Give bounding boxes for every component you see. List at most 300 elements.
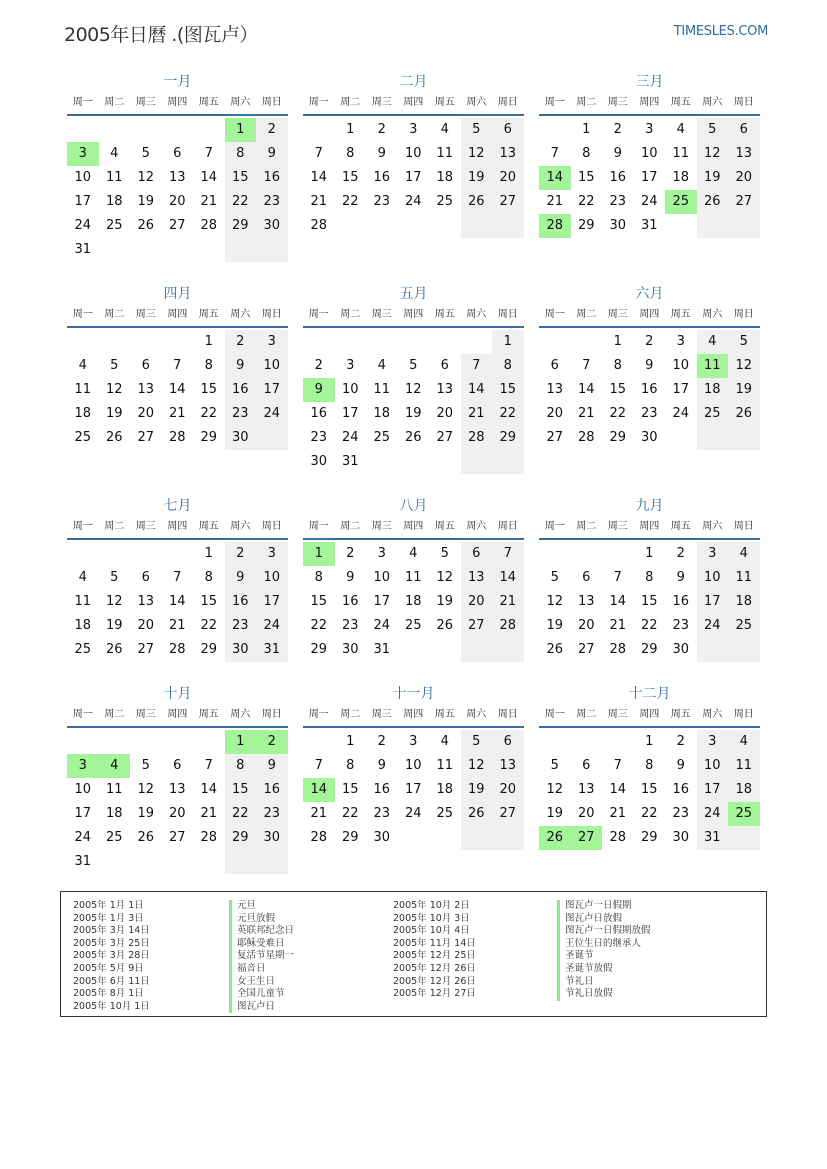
day-cell[interactable]: 24 <box>404 806 422 821</box>
day-cell[interactable]: 30 <box>225 426 257 450</box>
day-cell[interactable]: 22 <box>609 406 627 421</box>
day-cell[interactable]: 21 <box>609 806 627 821</box>
day-cell[interactable]: 2 <box>256 118 288 142</box>
day-cell[interactable]: 9 <box>256 754 288 778</box>
day-cell[interactable]: 1 <box>204 546 213 561</box>
day-cell[interactable]: 4 <box>110 146 119 161</box>
day-cell[interactable]: 16 <box>373 782 391 797</box>
day-cell[interactable]: 25 <box>74 430 92 445</box>
day-cell[interactable]: 9 <box>346 570 355 585</box>
day-cell[interactable]: 19 <box>461 166 493 190</box>
day-cell[interactable]: 18 <box>436 170 454 185</box>
day-cell[interactable]: 1 <box>492 330 524 354</box>
day-cell[interactable]: 2 <box>256 730 288 754</box>
day-cell[interactable]: 1 <box>303 542 335 566</box>
day-cell[interactable]: 23 <box>225 402 257 426</box>
day-cell[interactable]: 14 <box>168 382 186 397</box>
day-cell[interactable]: 28 <box>461 426 493 450</box>
day-cell[interactable]: 28 <box>539 214 571 238</box>
day-cell[interactable]: 1 <box>346 122 355 137</box>
day-cell[interactable]: 23 <box>225 614 257 638</box>
day-cell[interactable]: 19 <box>137 806 155 821</box>
day-cell[interactable]: 15 <box>225 166 257 190</box>
day-cell[interactable]: 11 <box>373 382 391 397</box>
day-cell[interactable]: 22 <box>310 618 328 633</box>
day-cell[interactable]: 18 <box>672 170 690 185</box>
day-cell[interactable]: 6 <box>550 358 559 373</box>
day-cell[interactable]: 31 <box>74 242 92 257</box>
day-cell[interactable]: 20 <box>168 194 186 209</box>
day-cell[interactable]: 24 <box>697 614 729 638</box>
day-cell[interactable]: 20 <box>137 618 155 633</box>
day-cell[interactable]: 10 <box>256 354 288 378</box>
day-cell[interactable]: 13 <box>168 782 186 797</box>
day-cell[interactable]: 18 <box>404 594 422 609</box>
day-cell[interactable]: 8 <box>645 758 654 773</box>
day-cell[interactable]: 19 <box>728 378 760 402</box>
day-cell[interactable]: 15 <box>341 782 359 797</box>
day-cell[interactable]: 28 <box>200 218 218 233</box>
day-cell[interactable]: 6 <box>141 358 150 373</box>
day-cell[interactable]: 4 <box>676 122 685 137</box>
day-cell[interactable]: 8 <box>492 354 524 378</box>
day-cell[interactable]: 18 <box>728 590 760 614</box>
day-cell[interactable]: 20 <box>577 618 595 633</box>
day-cell[interactable]: 5 <box>461 730 493 754</box>
day-cell[interactable]: 20 <box>546 406 564 421</box>
day-cell[interactable]: 13 <box>577 782 595 797</box>
day-cell[interactable]: 30 <box>256 826 288 850</box>
day-cell[interactable]: 5 <box>697 118 729 142</box>
day-cell[interactable]: 17 <box>256 590 288 614</box>
day-cell[interactable]: 25 <box>105 218 123 233</box>
day-cell[interactable]: 11 <box>436 146 454 161</box>
day-cell[interactable]: 12 <box>137 170 155 185</box>
day-cell[interactable]: 27 <box>137 430 155 445</box>
day-cell[interactable]: 31 <box>74 854 92 869</box>
day-cell[interactable]: 6 <box>461 542 493 566</box>
day-cell[interactable]: 4 <box>697 330 729 354</box>
day-cell[interactable]: 27 <box>436 430 454 445</box>
day-cell[interactable]: 10 <box>672 358 690 373</box>
day-cell[interactable]: 14 <box>310 170 328 185</box>
day-cell[interactable]: 8 <box>204 570 213 585</box>
day-cell[interactable]: 7 <box>613 758 622 773</box>
day-cell[interactable]: 23 <box>256 190 288 214</box>
day-cell[interactable]: 25 <box>728 802 760 826</box>
day-cell[interactable]: 24 <box>672 406 690 421</box>
day-cell[interactable]: 22 <box>225 190 257 214</box>
day-cell[interactable]: 31 <box>697 826 729 850</box>
day-cell[interactable]: 8 <box>346 146 355 161</box>
day-cell[interactable]: 22 <box>200 618 218 633</box>
day-cell[interactable]: 23 <box>373 806 391 821</box>
day-cell[interactable]: 11 <box>105 782 123 797</box>
day-cell[interactable]: 29 <box>225 826 257 850</box>
day-cell[interactable]: 26 <box>137 830 155 845</box>
day-cell[interactable]: 29 <box>492 426 524 450</box>
day-cell[interactable]: 14 <box>168 594 186 609</box>
day-cell[interactable]: 19 <box>137 194 155 209</box>
day-cell[interactable]: 28 <box>200 830 218 845</box>
day-cell[interactable]: 12 <box>697 142 729 166</box>
day-cell[interactable]: 19 <box>436 594 454 609</box>
day-cell[interactable]: 23 <box>310 430 328 445</box>
day-cell[interactable]: 1 <box>582 122 591 137</box>
day-cell[interactable]: 12 <box>105 382 123 397</box>
day-cell[interactable]: 7 <box>550 146 559 161</box>
day-cell[interactable]: 5 <box>550 758 559 773</box>
day-cell[interactable]: 6 <box>141 570 150 585</box>
day-cell[interactable]: 5 <box>141 758 150 773</box>
day-cell[interactable]: 29 <box>640 830 658 845</box>
day-cell[interactable]: 2 <box>225 542 257 566</box>
day-cell[interactable]: 10 <box>373 570 391 585</box>
day-cell[interactable]: 1 <box>225 118 257 142</box>
day-cell[interactable]: 7 <box>173 358 182 373</box>
day-cell[interactable]: 5 <box>409 358 418 373</box>
day-cell[interactable]: 21 <box>168 406 186 421</box>
day-cell[interactable]: 23 <box>341 618 359 633</box>
day-cell[interactable]: 4 <box>99 754 131 778</box>
day-cell[interactable]: 12 <box>546 594 564 609</box>
day-cell[interactable]: 28 <box>168 430 186 445</box>
day-cell[interactable]: 26 <box>461 190 493 214</box>
day-cell[interactable]: 17 <box>74 806 92 821</box>
day-cell[interactable]: 9 <box>225 354 257 378</box>
day-cell[interactable]: 14 <box>539 166 571 190</box>
day-cell[interactable]: 21 <box>577 406 595 421</box>
day-cell[interactable]: 9 <box>676 570 685 585</box>
day-cell[interactable]: 29 <box>640 642 658 657</box>
day-cell[interactable]: 21 <box>168 618 186 633</box>
day-cell[interactable]: 5 <box>461 118 493 142</box>
day-cell[interactable]: 23 <box>672 806 690 821</box>
day-cell[interactable]: 17 <box>373 594 391 609</box>
day-cell[interactable]: 16 <box>341 594 359 609</box>
day-cell[interactable]: 2 <box>676 734 685 749</box>
day-cell[interactable]: 12 <box>436 570 454 585</box>
day-cell[interactable]: 4 <box>440 734 449 749</box>
day-cell[interactable]: 23 <box>256 802 288 826</box>
day-cell[interactable]: 8 <box>225 754 257 778</box>
day-cell[interactable]: 8 <box>225 142 257 166</box>
day-cell[interactable]: 16 <box>672 782 690 797</box>
day-cell[interactable]: 29 <box>577 218 595 233</box>
day-cell[interactable]: 5 <box>110 358 119 373</box>
day-cell[interactable]: 22 <box>640 806 658 821</box>
day-cell[interactable]: 7 <box>613 570 622 585</box>
day-cell[interactable]: 19 <box>105 406 123 421</box>
day-cell[interactable]: 21 <box>492 590 524 614</box>
day-cell[interactable]: 11 <box>672 146 690 161</box>
day-cell[interactable]: 22 <box>341 806 359 821</box>
day-cell[interactable]: 25 <box>404 618 422 633</box>
day-cell[interactable]: 16 <box>256 778 288 802</box>
day-cell[interactable]: 7 <box>173 570 182 585</box>
day-cell[interactable]: 3 <box>67 142 99 166</box>
day-cell[interactable]: 4 <box>440 122 449 137</box>
day-cell[interactable]: 28 <box>310 218 328 233</box>
day-cell[interactable]: 31 <box>640 218 658 233</box>
day-cell[interactable]: 20 <box>577 806 595 821</box>
day-cell[interactable]: 29 <box>310 642 328 657</box>
day-cell[interactable]: 9 <box>645 358 654 373</box>
day-cell[interactable]: 8 <box>204 358 213 373</box>
day-cell[interactable]: 5 <box>550 570 559 585</box>
day-cell[interactable]: 3 <box>346 358 355 373</box>
day-cell[interactable]: 10 <box>74 782 92 797</box>
day-cell[interactable]: 10 <box>697 754 729 778</box>
day-cell[interactable]: 2 <box>645 334 654 349</box>
day-cell[interactable]: 8 <box>314 570 323 585</box>
day-cell[interactable]: 22 <box>341 194 359 209</box>
day-cell[interactable]: 26 <box>461 802 493 826</box>
day-cell[interactable]: 15 <box>492 378 524 402</box>
day-cell[interactable]: 13 <box>137 594 155 609</box>
day-cell[interactable]: 11 <box>105 170 123 185</box>
day-cell[interactable]: 8 <box>645 570 654 585</box>
day-cell[interactable]: 29 <box>341 830 359 845</box>
day-cell[interactable]: 17 <box>74 194 92 209</box>
day-cell[interactable]: 13 <box>137 382 155 397</box>
day-cell[interactable]: 3 <box>409 122 418 137</box>
day-cell[interactable]: 3 <box>697 542 729 566</box>
day-cell[interactable]: 17 <box>672 382 690 397</box>
day-cell[interactable]: 21 <box>200 194 218 209</box>
day-cell[interactable]: 23 <box>672 618 690 633</box>
day-cell[interactable]: 24 <box>697 802 729 826</box>
day-cell[interactable]: 31 <box>373 642 391 657</box>
day-cell[interactable]: 18 <box>105 194 123 209</box>
day-cell[interactable]: 10 <box>404 146 422 161</box>
day-cell[interactable]: 1 <box>346 734 355 749</box>
day-cell[interactable]: 13 <box>492 142 524 166</box>
day-cell[interactable]: 24 <box>373 618 391 633</box>
day-cell[interactable]: 6 <box>582 758 591 773</box>
day-cell[interactable]: 20 <box>461 590 493 614</box>
day-cell[interactable]: 12 <box>105 594 123 609</box>
day-cell[interactable]: 16 <box>310 406 328 421</box>
day-cell[interactable]: 28 <box>609 830 627 845</box>
day-cell[interactable]: 25 <box>74 642 92 657</box>
day-cell[interactable]: 20 <box>728 166 760 190</box>
day-cell[interactable]: 30 <box>640 430 658 445</box>
day-cell[interactable]: 9 <box>225 566 257 590</box>
day-cell[interactable]: 2 <box>225 330 257 354</box>
day-cell[interactable]: 21 <box>546 194 564 209</box>
day-cell[interactable]: 31 <box>341 454 359 469</box>
day-cell[interactable]: 27 <box>492 802 524 826</box>
day-cell[interactable]: 24 <box>341 430 359 445</box>
day-cell[interactable]: 19 <box>697 166 729 190</box>
day-cell[interactable]: 21 <box>310 194 328 209</box>
day-cell[interactable]: 6 <box>440 358 449 373</box>
day-cell[interactable]: 1 <box>225 730 257 754</box>
day-cell[interactable]: 10 <box>404 758 422 773</box>
day-cell[interactable]: 11 <box>697 354 729 378</box>
day-cell[interactable]: 21 <box>310 806 328 821</box>
day-cell[interactable]: 12 <box>461 754 493 778</box>
day-cell[interactable]: 26 <box>728 402 760 426</box>
day-cell[interactable]: 14 <box>609 782 627 797</box>
day-cell[interactable]: 14 <box>461 378 493 402</box>
day-cell[interactable]: 18 <box>436 782 454 797</box>
day-cell[interactable]: 16 <box>672 594 690 609</box>
day-cell[interactable]: 14 <box>303 778 335 802</box>
day-cell[interactable]: 30 <box>672 830 690 845</box>
day-cell[interactable]: 30 <box>373 830 391 845</box>
day-cell[interactable]: 25 <box>373 430 391 445</box>
day-cell[interactable]: 30 <box>310 454 328 469</box>
day-cell[interactable]: 7 <box>582 358 591 373</box>
day-cell[interactable]: 1 <box>613 334 622 349</box>
day-cell[interactable]: 15 <box>609 382 627 397</box>
day-cell[interactable]: 9 <box>377 146 386 161</box>
day-cell[interactable]: 3 <box>676 334 685 349</box>
day-cell[interactable]: 1 <box>204 334 213 349</box>
day-cell[interactable]: 20 <box>137 406 155 421</box>
brand-logo-text[interactable]: TIMESLES.COM <box>673 24 768 39</box>
day-cell[interactable]: 9 <box>256 142 288 166</box>
day-cell[interactable]: 26 <box>404 430 422 445</box>
day-cell[interactable]: 20 <box>492 778 524 802</box>
day-cell[interactable]: 3 <box>697 730 729 754</box>
day-cell[interactable]: 30 <box>672 642 690 657</box>
day-cell[interactable]: 25 <box>436 806 454 821</box>
day-cell[interactable]: 26 <box>105 642 123 657</box>
day-cell[interactable]: 6 <box>492 730 524 754</box>
day-cell[interactable]: 23 <box>373 194 391 209</box>
day-cell[interactable]: 26 <box>137 218 155 233</box>
day-cell[interactable]: 19 <box>546 806 564 821</box>
day-cell[interactable]: 17 <box>404 170 422 185</box>
day-cell[interactable]: 26 <box>436 618 454 633</box>
day-cell[interactable]: 13 <box>168 170 186 185</box>
day-cell[interactable]: 25 <box>728 614 760 638</box>
day-cell[interactable]: 3 <box>409 734 418 749</box>
day-cell[interactable]: 24 <box>404 194 422 209</box>
day-cell[interactable]: 12 <box>137 782 155 797</box>
day-cell[interactable]: 21 <box>609 618 627 633</box>
day-cell[interactable]: 13 <box>436 382 454 397</box>
day-cell[interactable]: 28 <box>609 642 627 657</box>
day-cell[interactable]: 17 <box>341 406 359 421</box>
day-cell[interactable]: 16 <box>256 166 288 190</box>
day-cell[interactable]: 15 <box>310 594 328 609</box>
day-cell[interactable]: 3 <box>645 122 654 137</box>
day-cell[interactable]: 16 <box>225 590 257 614</box>
day-cell[interactable]: 1 <box>645 546 654 561</box>
day-cell[interactable]: 13 <box>546 382 564 397</box>
day-cell[interactable]: 3 <box>67 754 99 778</box>
day-cell[interactable]: 25 <box>105 830 123 845</box>
day-cell[interactable]: 30 <box>341 642 359 657</box>
day-cell[interactable]: 7 <box>492 542 524 566</box>
day-cell[interactable]: 27 <box>728 190 760 214</box>
day-cell[interactable]: 13 <box>728 142 760 166</box>
day-cell[interactable]: 26 <box>105 430 123 445</box>
day-cell[interactable]: 22 <box>225 802 257 826</box>
day-cell[interactable]: 4 <box>78 358 87 373</box>
day-cell[interactable]: 5 <box>110 570 119 585</box>
day-cell[interactable]: 11 <box>404 570 422 585</box>
day-cell[interactable]: 22 <box>577 194 595 209</box>
day-cell[interactable]: 15 <box>341 170 359 185</box>
day-cell[interactable]: 5 <box>141 146 150 161</box>
day-cell[interactable]: 2 <box>377 734 386 749</box>
day-cell[interactable]: 29 <box>609 430 627 445</box>
day-cell[interactable]: 10 <box>74 170 92 185</box>
day-cell[interactable]: 30 <box>256 214 288 238</box>
day-cell[interactable]: 3 <box>377 546 386 561</box>
day-cell[interactable]: 20 <box>436 406 454 421</box>
day-cell[interactable]: 27 <box>137 642 155 657</box>
day-cell[interactable]: 4 <box>409 546 418 561</box>
day-cell[interactable]: 31 <box>256 638 288 662</box>
day-cell[interactable]: 12 <box>404 382 422 397</box>
day-cell[interactable]: 3 <box>256 330 288 354</box>
day-cell[interactable]: 21 <box>461 402 493 426</box>
day-cell[interactable]: 4 <box>78 570 87 585</box>
day-cell[interactable]: 15 <box>577 170 595 185</box>
day-cell[interactable]: 30 <box>609 218 627 233</box>
day-cell[interactable]: 24 <box>74 830 92 845</box>
day-cell[interactable]: 22 <box>200 406 218 421</box>
day-cell[interactable]: 4 <box>728 730 760 754</box>
day-cell[interactable]: 9 <box>613 146 622 161</box>
day-cell[interactable]: 10 <box>341 382 359 397</box>
day-cell[interactable]: 27 <box>461 614 493 638</box>
day-cell[interactable]: 6 <box>582 570 591 585</box>
day-cell[interactable]: 17 <box>697 590 729 614</box>
day-cell[interactable]: 2 <box>314 358 323 373</box>
day-cell[interactable]: 7 <box>461 354 493 378</box>
day-cell[interactable]: 7 <box>314 146 323 161</box>
day-cell[interactable]: 18 <box>697 378 729 402</box>
day-cell[interactable]: 29 <box>200 430 218 445</box>
day-cell[interactable]: 28 <box>310 830 328 845</box>
day-cell[interactable]: 9 <box>377 758 386 773</box>
day-cell[interactable]: 25 <box>436 194 454 209</box>
day-cell[interactable]: 19 <box>546 618 564 633</box>
day-cell[interactable]: 6 <box>728 118 760 142</box>
day-cell[interactable]: 15 <box>640 594 658 609</box>
day-cell[interactable]: 10 <box>640 146 658 161</box>
day-cell[interactable]: 28 <box>492 614 524 638</box>
day-cell[interactable]: 7 <box>314 758 323 773</box>
day-cell[interactable]: 2 <box>676 546 685 561</box>
day-cell[interactable]: 29 <box>225 214 257 238</box>
day-cell[interactable]: 21 <box>200 806 218 821</box>
day-cell[interactable]: 16 <box>225 378 257 402</box>
day-cell[interactable]: 11 <box>728 754 760 778</box>
day-cell[interactable]: 28 <box>168 642 186 657</box>
day-cell[interactable]: 19 <box>105 618 123 633</box>
day-cell[interactable]: 16 <box>609 170 627 185</box>
day-cell[interactable]: 17 <box>640 170 658 185</box>
day-cell[interactable]: 17 <box>256 378 288 402</box>
day-cell[interactable]: 16 <box>640 382 658 397</box>
day-cell[interactable]: 2 <box>377 122 386 137</box>
day-cell[interactable]: 23 <box>609 194 627 209</box>
day-cell[interactable]: 11 <box>74 594 92 609</box>
day-cell[interactable]: 24 <box>256 402 288 426</box>
day-cell[interactable]: 10 <box>256 566 288 590</box>
day-cell[interactable]: 23 <box>640 406 658 421</box>
day-cell[interactable]: 29 <box>200 642 218 657</box>
day-cell[interactable]: 5 <box>728 330 760 354</box>
